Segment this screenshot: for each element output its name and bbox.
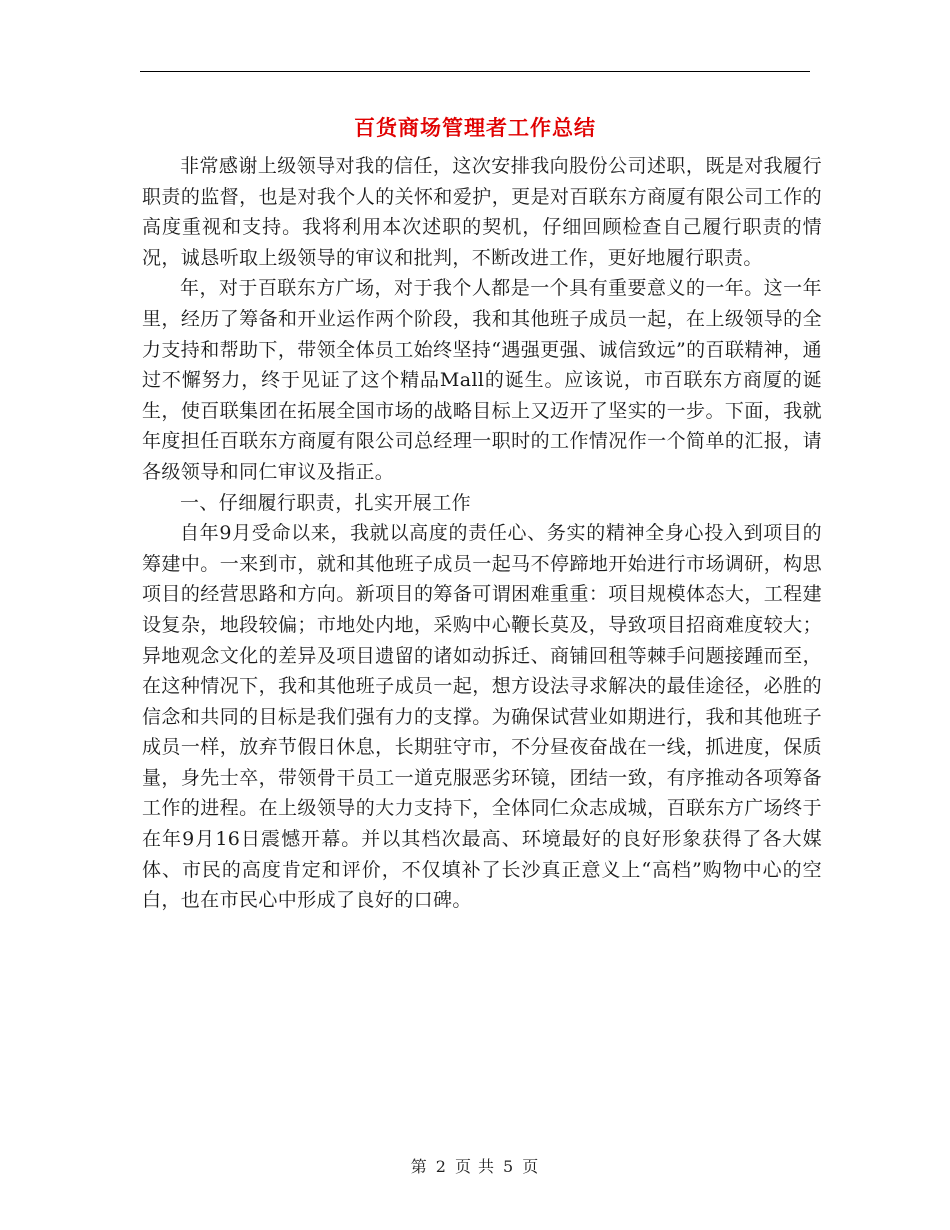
document-title: 百货商场管理者工作总结	[354, 115, 596, 140]
page-footer	[0, 1154, 950, 1177]
section-heading-1: 一、仔细履行职责，扎实开展工作	[180, 491, 472, 514]
document-body	[142, 151, 822, 916]
current-page-number: 2	[435, 1157, 447, 1176]
page-label-suffix: 页	[522, 1157, 540, 1176]
total-pages-number: 5	[503, 1157, 515, 1176]
header-rule	[140, 71, 810, 72]
page-label-prefix: 第	[410, 1157, 428, 1176]
paragraph-section-1: 自年9月受命以来，我就以高度的责任心、务实的精神全身心投入到项目的筹建中。一来到市，就和其他班子成员一起马不停蹄地开始进行市场调研，构思项目的经营思路和方向。新项目的筹备可谓困难重重：项目规模体态大，工程建设复杂，地段较偏；市地处内地，采购中心鞭长莫及，导致项目招商难度较大；异地观念文化的差异及项目遗留的诸如动拆迁、商铺回租等棘手问题接踵而至，在这种情况下，我和其他班子成员一起，想方设法寻求解决的最佳途径，必胜的信念和共同的目标是我们强有力的支撑。为确保试营业如期进行，我和其他班子成员一样，放弃节假日休息，长期驻守市，不分昼夜奋战在一线，抓进度，保质量，身先士卒，带领骨干员工一道克服恶劣环镜，团结一致，有序推动各项筹备工作的进程。在上级领导的大力支持下，全体同仁众志成城，百联东方广场终于在年9月16日震憾开幕。并以其档次最高、环境最好的良好形象获得了各大媒体、市民的高度肯定和评价，不仅填补了长沙真正意义上“高档”购物中心的空白，也在市民心中形成了良好的口碑。	[142, 522, 822, 912]
paragraph-year-summary: 年，对于百联东方广场，对于我个人都是一个具有重要意义的一年。这一年里，经历了筹备和开业运作两个阶段，我和其他班子成员一起，在上级领导的全力支持和帮助下，带领全体员工始终坚持“遇强更强、诚信致远”的百联精神，通过不懈努力，终于见证了这个精品Mall的诞生。应该说，市百联东方商厦的诞生，使百联集团在拓展全国市场的战略目标上又迈开了坚实的一步。下面，我就年度担任百联东方商厦有限公司总经理一职时的工作情况作一个简单的汇报，请各级领导和同仁审议及指正。	[142, 277, 822, 483]
paragraph-intro: 非常感谢上级领导对我的信任，这次安排我向股份公司述职，既是对我履行职责的监督，也是对我个人的关怀和爱护，更是对百联东方商厦有限公司工作的高度重视和支持。我将利用本次述职的契机，仔细回顾检查自己履行职责的情况，诚恳听取上级领导的审议和批判，不断改进工作，更好地履行职责。	[142, 155, 822, 269]
page-label-mid: 页 共	[454, 1157, 496, 1176]
